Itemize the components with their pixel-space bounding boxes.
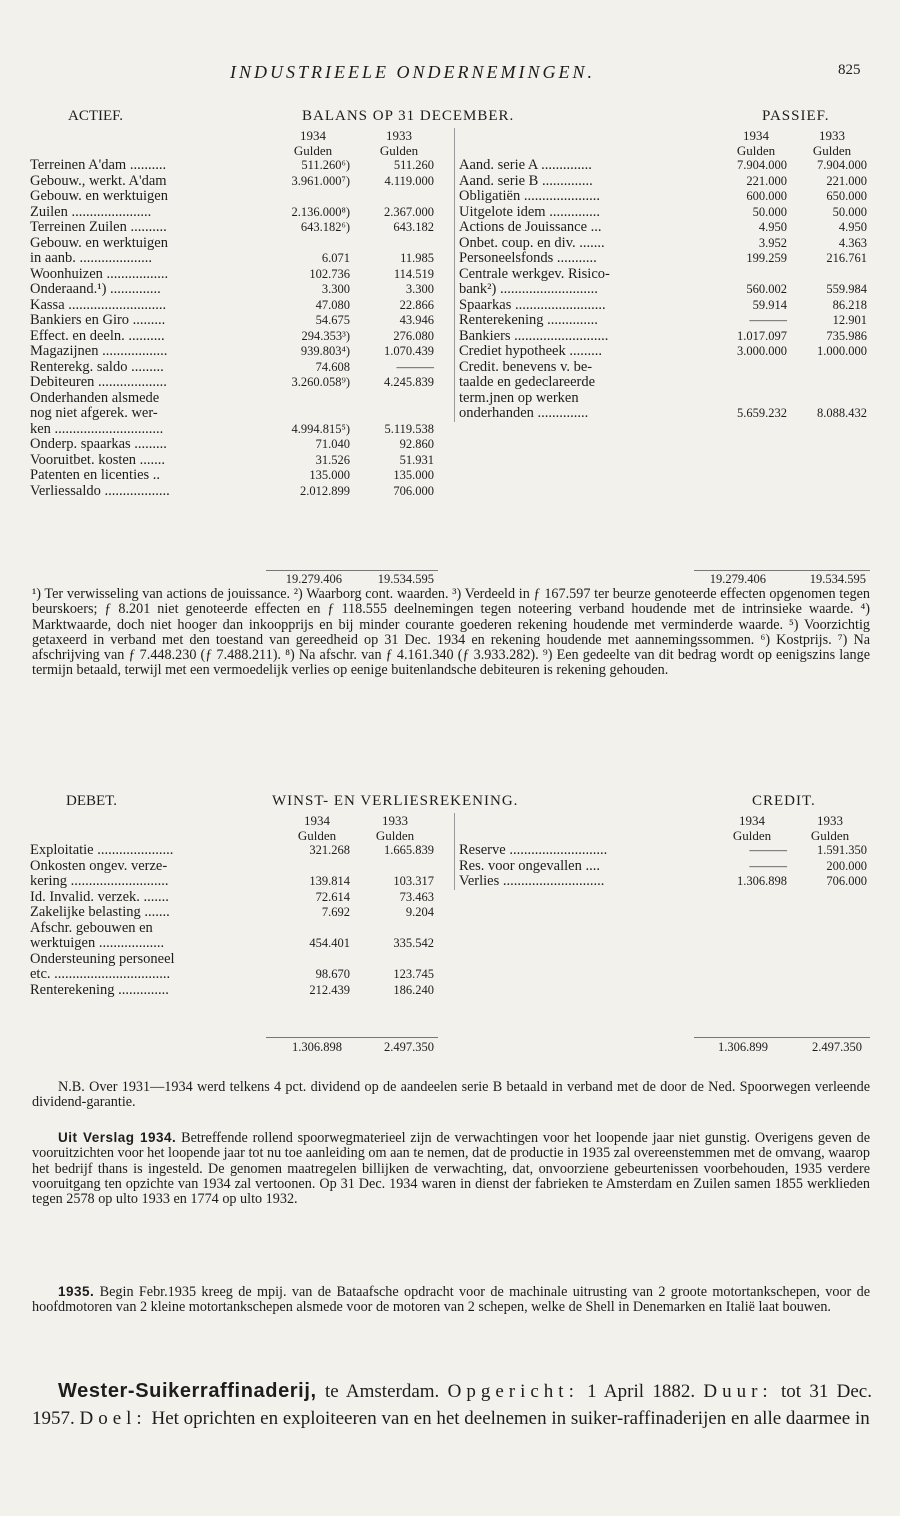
passief-total-rule xyxy=(694,570,870,571)
passief-label: Renterekening .............. xyxy=(459,312,598,328)
credit-row xyxy=(459,843,870,859)
actief-label: Patenten en licenties .. xyxy=(30,467,161,483)
credit-total-1934: 1.306.899 xyxy=(718,1040,768,1054)
doel-value: Het oprichten en exploiteeren van en het deelnemen in suiker-raffinaderijen en alle daarmee in xyxy=(151,1408,870,1429)
actief-year-header xyxy=(30,128,454,158)
actief-value-1933: 1.070.439 xyxy=(384,344,434,358)
credit-value-1934: ——— xyxy=(749,858,787,873)
passief-label: Bankiers .......................... xyxy=(459,327,609,344)
debet-label: Zakelijke belasting ....... xyxy=(30,904,170,920)
credit-value-1934: 1.306.898 xyxy=(737,874,787,888)
debet-row xyxy=(30,905,454,921)
actief-label: Vooruitbet. kosten ....... xyxy=(30,451,166,468)
debet-label: Ondersteuning personeel xyxy=(30,950,175,967)
actief-value-1934: 47.080 xyxy=(315,297,350,312)
passief-value-1933: 221.000 xyxy=(826,173,867,188)
passief-column xyxy=(454,128,870,422)
pl-headings xyxy=(30,793,870,813)
credit-year-1934: 1934 Gulden xyxy=(732,813,772,843)
actief-value-1933: 51.931 xyxy=(399,452,434,467)
actief-row xyxy=(30,282,454,298)
actief-label: Terreinen Zuilen .......... xyxy=(30,219,167,235)
actief-row xyxy=(30,391,454,407)
debet-label: werktuigen .................. xyxy=(30,935,165,951)
passief-value-1933: 86.218 xyxy=(832,297,867,312)
debet-row xyxy=(30,983,454,999)
passief-label: Crediet hypotheek ......... xyxy=(459,343,602,359)
debet-value-1934: 72.614 xyxy=(315,889,350,904)
credit-label: Verlies ............................ xyxy=(459,873,605,889)
debet-column xyxy=(30,813,454,998)
balance-headings xyxy=(30,108,870,128)
debet-row xyxy=(30,967,454,983)
actief-value-1934: 2.136.000⁸) xyxy=(291,204,350,219)
actief-row xyxy=(30,468,454,484)
passief-label: Actions de Jouissance ... xyxy=(459,219,602,235)
passief-label: Spaarkas ......................... xyxy=(459,296,606,313)
actief-value-1934: 2.012.899 xyxy=(300,483,350,498)
actief-value-1933: ——— xyxy=(396,359,434,374)
actief-label: Kassa ........................... xyxy=(30,296,167,313)
actief-value-1934: 643.182⁶) xyxy=(300,220,350,234)
actief-row xyxy=(30,360,454,376)
passief-value-1933: 12.901 xyxy=(832,313,867,327)
actief-value-1933: 2.367.000 xyxy=(384,204,434,219)
actief-label: Gebouw. en werktuigen xyxy=(30,234,168,251)
page-number: 825 xyxy=(838,62,861,78)
actief-value-1934: 3.961.000⁷) xyxy=(291,173,350,188)
actief-value-1934: 294.353³) xyxy=(301,328,350,343)
passief-label: Onbet. coup. en div. ....... xyxy=(459,234,605,251)
company-name: Wester-Suikerraffinaderij, xyxy=(58,1380,317,1402)
debet-value-1933: 9.204 xyxy=(405,905,434,919)
passief-row xyxy=(459,344,870,360)
actief-value-1934: 102.736 xyxy=(309,266,350,281)
debet-row xyxy=(30,859,454,875)
passief-value-1934: 3.000.000 xyxy=(737,344,787,358)
actief-value-1934: 511.260⁶) xyxy=(301,158,350,172)
passief-value-1933: 8.088.432 xyxy=(817,406,867,420)
opgericht-label: Opgericht: xyxy=(447,1381,579,1402)
debet-value-1934: 7.692 xyxy=(321,905,350,919)
actief-year-1934: 1934 Gulden xyxy=(293,128,333,158)
passief-value-1933: 559.984 xyxy=(826,282,867,296)
actief-row xyxy=(30,453,454,469)
debet-label: Renterekening .............. xyxy=(30,981,169,998)
actief-value-1933: 3.300 xyxy=(405,282,434,296)
duur-label: Duur: xyxy=(703,1381,773,1402)
actief-value-1933: 4.119.000 xyxy=(384,173,434,188)
passief-label: bank²) ........................... xyxy=(459,281,598,297)
passief-row xyxy=(459,189,870,205)
report-1935-heading: 1935. xyxy=(58,1284,95,1299)
duur-value: tot 31 Dec. 1957. xyxy=(32,1381,872,1429)
credit-row xyxy=(459,859,870,875)
actief-value-1933: 276.080 xyxy=(393,328,434,343)
actief-value-1933: 4.245.839 xyxy=(384,375,434,389)
credit-value-1933: 200.000 xyxy=(826,858,867,873)
passief-row xyxy=(459,282,870,298)
debet-value-1933: 123.745 xyxy=(393,967,434,981)
nb-text: N.B. Over 1931—1934 werd telkens 4 pct. dividend op de aandeelen serie B betaald in verband met de door de Ned. Spoorwegen verleende dividend-garantie. xyxy=(32,1079,870,1111)
actief-row xyxy=(30,344,454,360)
credit-column xyxy=(454,813,870,890)
debet-row xyxy=(30,843,454,859)
debet-year-1934: 1934 Gulden xyxy=(297,813,337,843)
running-title: INDUSTRIEELE ONDERNEMINGEN. xyxy=(230,62,595,82)
actief-label: Verliessaldo .................. xyxy=(30,482,170,499)
actief-row xyxy=(30,236,454,252)
credit-heading: CREDIT. xyxy=(752,793,816,809)
actief-row xyxy=(30,189,454,205)
passief-value-1934: ——— xyxy=(749,313,787,327)
actief-row xyxy=(30,251,454,267)
debet-value-1934: 454.401 xyxy=(309,936,350,950)
report-1935-text: Begin Febr.1935 kreeg de mpij. van de Bataafsche opdracht voor de machinale uitrusting van 2 groote motortankschepen, voor de hoofdmotoren van 2 kleine motortankschepen alsmede voor de motoren van 2 schepen, welke de Shell in Denemarken en Italië laat bouwen. xyxy=(32,1284,871,1316)
debet-heading: DEBET. xyxy=(66,793,117,809)
actief-value-1934: 939.803⁴) xyxy=(300,344,350,358)
passief-value-1934: 59.914 xyxy=(752,297,787,312)
balance-sheet xyxy=(30,108,870,586)
actief-value-1933: 11.985 xyxy=(400,251,434,265)
credit-row xyxy=(459,874,870,890)
actief-column xyxy=(30,128,454,499)
passief-value-1934: 1.017.097 xyxy=(737,328,787,343)
debet-row xyxy=(30,921,454,937)
passief-row xyxy=(459,236,870,252)
doel-label: Doel: xyxy=(79,1408,147,1429)
pl-totals xyxy=(30,1040,870,1058)
credit-year-1933: 1933 Gulden xyxy=(810,813,850,843)
passief-row xyxy=(459,251,870,267)
passief-label: Obligatiën ..................... xyxy=(459,188,600,204)
passief-row xyxy=(459,313,870,329)
actief-heading: ACTIEF. xyxy=(68,108,124,124)
credit-year-header xyxy=(459,813,870,843)
actief-value-1933: 511.260 xyxy=(393,158,434,172)
credit-total-1933: 2.497.350 xyxy=(812,1040,862,1054)
passief-value-1933: 1.000.000 xyxy=(817,344,867,358)
debet-total-1934: 1.306.898 xyxy=(292,1040,342,1054)
debet-label: Afschr. gebouwen en xyxy=(30,919,153,936)
passief-total-1933: 19.534.595 xyxy=(809,572,866,586)
actief-value-1934: 135.000 xyxy=(309,468,350,482)
debet-value-1934: 139.814 xyxy=(309,874,350,888)
debet-label: etc. ................................ xyxy=(30,966,171,982)
actief-value-1933: 5.119.538 xyxy=(384,421,434,436)
credit-value-1933: 1.591.350 xyxy=(817,843,867,857)
passief-label: Uitgelote idem .............. xyxy=(459,203,600,220)
dividend-note xyxy=(32,1080,870,1111)
actief-row xyxy=(30,205,454,221)
debet-row xyxy=(30,874,454,890)
report-1934 xyxy=(32,1130,870,1207)
next-company-entry xyxy=(32,1378,872,1432)
actief-label: Onderaand.¹) .............. xyxy=(30,281,161,297)
passief-value-1934: 221.000 xyxy=(746,173,787,188)
actief-label: in aanb. .................... xyxy=(30,250,153,266)
passief-label: term.jnen op werken xyxy=(459,389,579,406)
passief-value-1934: 600.000 xyxy=(746,189,787,203)
opgericht-value: 1 April 1882. xyxy=(587,1381,696,1402)
actief-row xyxy=(30,375,454,391)
credit-label: Res. voor ongevallen .... xyxy=(459,857,600,874)
passief-value-1933: 216.761 xyxy=(826,251,867,265)
actief-value-1934: 6.071 xyxy=(321,251,350,265)
debet-row xyxy=(30,890,454,906)
actief-row xyxy=(30,313,454,329)
passief-value-1933: 7.904.000 xyxy=(817,158,867,172)
actief-row xyxy=(30,298,454,314)
pl-title: WINST- EN VERLIESREKENING. xyxy=(272,793,519,809)
actief-value-1933: 92.860 xyxy=(399,437,434,451)
passief-value-1934: 7.904.000 xyxy=(737,158,787,172)
credit-label: Reserve ........................... xyxy=(459,842,608,858)
actief-label: Effect. en deeln. .......... xyxy=(30,327,165,344)
actief-label: Debiteuren ................... xyxy=(30,374,167,390)
actief-label: Magazijnen .................. xyxy=(30,343,168,359)
actief-label: Gebouw. en werktuigen xyxy=(30,188,168,204)
actief-label: Renterekg. saldo ......... xyxy=(30,358,164,375)
passief-year-header xyxy=(459,128,870,158)
passief-value-1933: 650.000 xyxy=(826,189,867,203)
passief-label: Personeelsfonds ........... xyxy=(459,250,597,266)
passief-heading: PASSIEF. xyxy=(762,108,830,124)
actief-row xyxy=(30,158,454,174)
actief-value-1933: 22.866 xyxy=(399,297,434,312)
actief-value-1934: 71.040 xyxy=(315,437,350,451)
passief-value-1934: 4.950 xyxy=(758,220,787,234)
debet-row xyxy=(30,952,454,968)
actief-value-1933: 114.519 xyxy=(393,266,434,281)
actief-row xyxy=(30,437,454,453)
actief-value-1934: 74.608 xyxy=(315,359,350,374)
actief-row xyxy=(30,484,454,500)
actief-year-1933: 1933 Gulden xyxy=(379,128,419,158)
actief-value-1934: 3.300 xyxy=(321,282,350,296)
passief-row xyxy=(459,360,870,376)
passief-label: Aand. serie A .............. xyxy=(459,157,592,173)
passief-value-1934: 3.952 xyxy=(758,235,787,250)
report-1934-text: Betreffende rollend spoorwegmaterieel zijn de verwachtingen voor het loopende jaar niet gunstig. Overigens geven de vooruitzichten voor het loopende jaar tot nu toe aanleiding om aan te nemen, dat de productie in 1935 zal overeenstemmen met de omvang, waarop het bedrijf thans is ingesteld. De genomen maatregelen billijken de verwachting, dat, onvoorziene gebeurtenissen voorbehouden, 1935 verdere vooruitgang ten opzichte van 1934 zal vertoonen. Op 31 Dec. 1934 waren in dienst der fabrieken te Amsterdam en Zuilen samen 1855 werklieden tegen 2578 op ulto 1933 en 1774 op ulto 1932. xyxy=(32,1130,870,1208)
passief-value-1933: 50.000 xyxy=(832,204,867,219)
passief-label: Credit. benevens v. be- xyxy=(459,358,593,375)
debet-row xyxy=(30,936,454,952)
actief-value-1934: 31.526 xyxy=(315,452,350,467)
actief-row xyxy=(30,406,454,422)
debet-value-1933: 186.240 xyxy=(393,982,434,997)
credit-total-rule xyxy=(694,1037,870,1038)
passief-row xyxy=(459,158,870,174)
actief-row xyxy=(30,220,454,236)
passief-row xyxy=(459,174,870,190)
actief-row xyxy=(30,267,454,283)
passief-year-1933: 1933 Gulden xyxy=(812,128,852,158)
debet-value-1934: 98.670 xyxy=(315,967,350,981)
passief-value-1933: 735.986 xyxy=(826,328,867,343)
credit-value-1934: ——— xyxy=(749,843,787,857)
actief-value-1933: 706.000 xyxy=(393,483,434,498)
actief-total-1934: 19.279.406 xyxy=(285,572,342,586)
debet-label: Exploitatie ..................... xyxy=(30,842,174,858)
passief-value-1933: 4.950 xyxy=(838,220,867,234)
actief-label: Onderhanden alsmede xyxy=(30,389,160,406)
actief-total-1933: 19.534.595 xyxy=(377,572,434,586)
passief-row xyxy=(459,329,870,345)
passief-label: taalde en gedeclareerde xyxy=(459,374,596,390)
passief-label: Centrale werkgev. Risico- xyxy=(459,265,610,282)
debet-value-1933: 1.665.839 xyxy=(384,843,434,857)
passief-row xyxy=(459,205,870,221)
debet-year-header xyxy=(30,813,454,843)
actief-label: Zuilen ...................... xyxy=(30,203,152,220)
passief-total-1934: 19.279.406 xyxy=(709,572,766,586)
passief-label: Aand. serie B .............. xyxy=(459,172,593,189)
passief-row xyxy=(459,406,870,422)
passief-value-1934: 560.002 xyxy=(746,282,787,296)
actief-value-1933: 643.182 xyxy=(393,220,434,234)
actief-label: Gebouw., werkt. A'dam xyxy=(30,172,167,189)
actief-label: ken .............................. xyxy=(30,420,164,437)
report-1935 xyxy=(32,1284,870,1316)
actief-value-1933: 43.946 xyxy=(399,313,434,327)
actief-value-1934: 3.260.058⁹) xyxy=(291,375,350,389)
debet-total-1933: 2.497.350 xyxy=(384,1040,434,1054)
actief-label: Onderp. spaarkas ......... xyxy=(30,436,167,452)
passief-row xyxy=(459,267,870,283)
passief-row xyxy=(459,391,870,407)
actief-total-rule xyxy=(266,570,438,571)
actief-value-1934: 4.994.815⁵) xyxy=(291,421,350,436)
credit-value-1933: 706.000 xyxy=(826,874,867,888)
actief-label: Woonhuizen ................. xyxy=(30,265,169,282)
debet-value-1933: 73.463 xyxy=(399,889,434,904)
actief-label: Terreinen A'dam .......... xyxy=(30,157,167,173)
passief-value-1934: 50.000 xyxy=(752,204,787,219)
actief-row xyxy=(30,174,454,190)
debet-year-1933: 1933 Gulden xyxy=(375,813,415,843)
passief-row xyxy=(459,220,870,236)
debet-total-rule xyxy=(266,1037,438,1038)
debet-label: Onkosten ongev. verze- xyxy=(30,857,168,874)
passief-value-1933: 4.363 xyxy=(838,235,867,250)
debet-value-1934: 212.439 xyxy=(309,982,350,997)
actief-value-1934: 54.675 xyxy=(315,313,350,327)
running-header xyxy=(0,62,900,86)
profit-loss-account xyxy=(30,793,870,1054)
actief-label: Bankiers en Giro ......... xyxy=(30,312,166,328)
company-location: te Amsterdam. xyxy=(324,1381,440,1402)
report-1934-heading: Uit Verslag 1934. xyxy=(58,1130,177,1145)
passief-year-1934: 1934 Gulden xyxy=(736,128,776,158)
passief-row xyxy=(459,298,870,314)
passief-value-1934: 5.659.232 xyxy=(737,406,787,420)
actief-label: nog niet afgerek. wer- xyxy=(30,405,158,421)
debet-value-1933: 335.542 xyxy=(393,936,434,950)
debet-value-1933: 103.317 xyxy=(393,874,434,888)
passief-label: onderhanden .............. xyxy=(459,405,589,421)
debet-label: kering ........................... xyxy=(30,873,169,889)
actief-row xyxy=(30,422,454,438)
actief-value-1933: 135.000 xyxy=(393,468,434,482)
passief-value-1934: 199.259 xyxy=(746,251,787,265)
debet-label: Id. Invalid. verzek. ....... xyxy=(30,888,169,905)
balance-footnotes: ¹) Ter verwisseling van actions de jouissance. ²) Waarborg cont. waarden. ³) Verdeeld in ƒ 167.597 ter beurze genoteerde effecten opgenomen tegen beurskoers; ƒ 8.201 niet genoteerde effecten en ƒ 118.555 deelnemingen tegen noteering verband houdende met de intrinsieke waarde. ⁴) Marktwaarde, doch niet hooger dan inkoopprijs en bij minder courante goederen rekening houdende met verminderde waarde. ⁵) Voorzichtig getaxeerd in verband met den toestand van gereedheid op 31 Dec. 1934 en rekening houdende met aannemingssommen. ⁶) Kostprijs. ⁷) Na afschrijving van ƒ 7.448.230 (ƒ 7.488.211). ⁸) Na afschr. van ƒ 4.161.340 (ƒ 3.933.282). ⁹) Een gedeelte van dit bedrag wordt op eenigszins lange termijn betaald, terwijl met een vermoedelijk verlies op eenige buitenlandsche debiteuren is rekening gehouden. xyxy=(32,586,870,679)
balance-title: BALANS OP 31 DECEMBER. xyxy=(302,108,515,124)
passief-row xyxy=(459,375,870,391)
actief-row xyxy=(30,329,454,345)
debet-value-1934: 321.268 xyxy=(309,843,350,857)
